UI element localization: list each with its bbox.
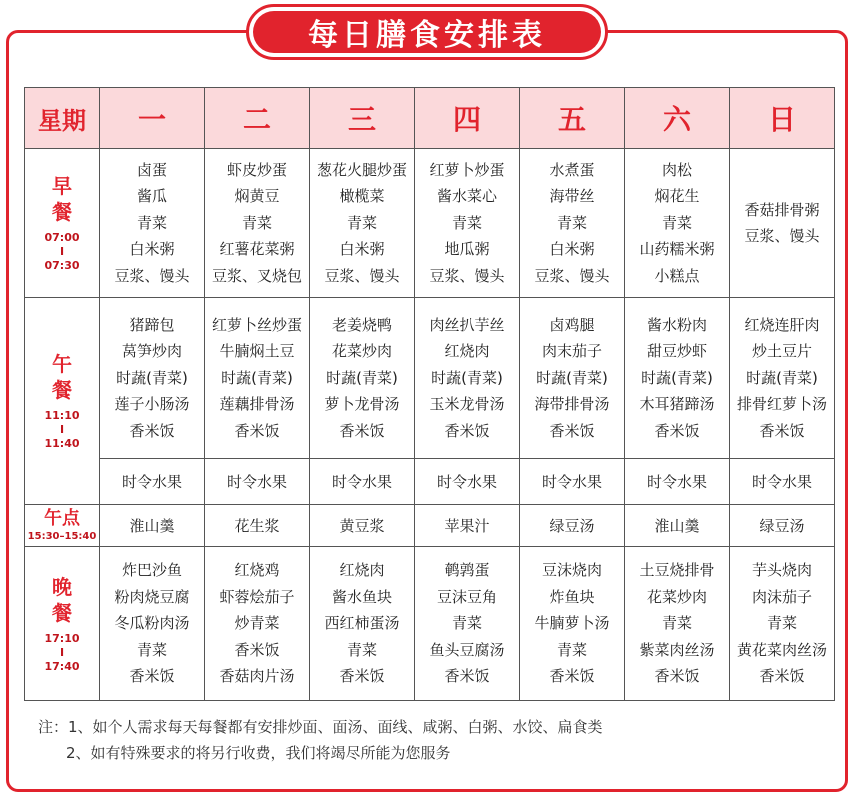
- weekday-header: 六: [625, 88, 730, 149]
- dish-item: 莲藕排骨汤: [219, 395, 295, 414]
- dish-item: 香米饭: [234, 640, 280, 659]
- snack-cell: 淮山羹: [625, 505, 730, 547]
- snack-label-cell: [25, 505, 100, 547]
- meal-time-sep: I: [59, 423, 65, 436]
- dish-item: 肉松: [661, 160, 692, 179]
- weekday-header: 二: [205, 88, 310, 149]
- dish-item: 红萝卜丝炒蛋: [211, 315, 302, 334]
- dish-item: 土豆烧排骨: [639, 561, 715, 580]
- weekday-header: 一: [100, 88, 205, 149]
- dish-item: 红烧肉: [444, 342, 490, 361]
- dish-item: 牛腩萝卜汤: [534, 614, 610, 633]
- dish-item: 牛腩焖土豆: [219, 342, 295, 361]
- dish-item: 白米粥: [339, 240, 385, 259]
- dish-item: 炒土豆片: [751, 342, 812, 361]
- fruit-cell: 时令水果: [520, 459, 625, 505]
- footnotes: [38, 714, 603, 766]
- dish-item: 青菜: [346, 213, 377, 232]
- footnote-line-1: 注：1、如个人需求每天每餐都有安排炒面、面汤、面线、咸粥、白粥、水饺、扁食类: [38, 718, 603, 736]
- dish-item: 焖黄豆: [234, 187, 280, 206]
- lunch-cell: [730, 298, 835, 459]
- breakfast-cell: [730, 149, 835, 298]
- footnote-line-2: 2、如有特殊要求的将另行收费，我们将竭尽所能为您服务: [66, 744, 451, 762]
- dish-item: 青菜: [661, 213, 692, 232]
- dish-item: 酱水粉肉: [646, 315, 707, 334]
- dinner-cell: [730, 547, 835, 701]
- dish-item: 虾皮炒蛋: [226, 160, 287, 179]
- dish-item: 香米饭: [129, 421, 175, 440]
- dish-item: 花菜炒肉: [646, 587, 707, 606]
- breakfast-cell: [625, 149, 730, 298]
- lunch-cell: [100, 298, 205, 459]
- dish-item: 焖花生: [654, 187, 700, 206]
- meal-time-end: 17:40: [44, 659, 80, 673]
- lunch-row: [25, 298, 835, 459]
- dish-item: 时蔬(青菜): [746, 368, 818, 387]
- dish-item: 酱瓜: [136, 187, 167, 206]
- page-title: 每日膳食安排表: [253, 11, 601, 53]
- meal-time-end: 07:30: [44, 259, 80, 272]
- dish-item: 香米饭: [339, 667, 385, 686]
- snack-cell: 淮山羹: [100, 505, 205, 547]
- dish-item: 地瓜粥: [444, 240, 490, 259]
- dish-item: 香米饭: [759, 421, 805, 440]
- dish-item: 青菜: [346, 640, 377, 659]
- dish-item: 豆浆、叉烧包: [211, 266, 302, 285]
- dish-item: 虾蓉烩茄子: [219, 587, 295, 606]
- dish-item: 香米饭: [549, 421, 595, 440]
- dish-item: 香米饭: [444, 421, 490, 440]
- dish-item: 木耳猪蹄汤: [639, 395, 715, 414]
- dinner-label-cell: [25, 547, 100, 701]
- dish-item: 红萝卜炒蛋: [429, 160, 505, 179]
- dinner-cell: [520, 547, 625, 701]
- dish-item: 青菜: [136, 640, 167, 659]
- breakfast-cell: [100, 149, 205, 298]
- dish-item: 酱水鱼块: [331, 587, 392, 606]
- weekday-header: 日: [730, 88, 835, 149]
- breakfast-cell: [310, 149, 415, 298]
- dish-item: 青菜: [136, 213, 167, 232]
- meal-time-start: 11:10: [44, 409, 80, 422]
- breakfast-row: [25, 149, 835, 298]
- dish-item: 豆沫豆角: [436, 587, 497, 606]
- dish-item: 香米饭: [549, 667, 595, 686]
- dish-item: 豆浆、馒头: [744, 227, 820, 245]
- dish-item: 红薯花菜粥: [219, 240, 295, 259]
- dish-item: 冬瓜粉肉汤: [114, 614, 190, 633]
- lunch-cell: [205, 298, 310, 459]
- dish-item: 红烧肉: [339, 561, 385, 580]
- dish-item: 时蔬(青菜): [536, 368, 608, 387]
- dish-item: 青菜: [766, 614, 797, 633]
- lunch-cell: [520, 298, 625, 459]
- breakfast-label-cell: [25, 149, 100, 298]
- dish-item: 猪蹄包: [129, 315, 175, 334]
- dish-item: 酱水菜心: [436, 187, 497, 206]
- lunch-label-cell: [25, 298, 100, 505]
- snack-row: [25, 505, 835, 547]
- dish-item: 香米饭: [234, 421, 280, 440]
- dish-item: 炸巴沙鱼: [121, 561, 182, 580]
- meal-schedule-table: [24, 87, 835, 701]
- dish-item: 紫菜肉丝汤: [639, 640, 715, 659]
- dinner-row: [25, 547, 835, 701]
- dish-item: 西红柿蛋汤: [324, 614, 400, 633]
- dish-item: 时蔬(青菜): [221, 368, 293, 387]
- dish-item: 肉丝扒芋丝: [429, 315, 505, 334]
- dish-item: 青菜: [241, 213, 272, 232]
- dish-item: 红烧鸡: [234, 561, 280, 580]
- meal-time-start: 17:10: [44, 631, 80, 645]
- dish-item: 时蔬(青菜): [431, 368, 503, 387]
- dish-item: 甜豆炒虾: [646, 342, 707, 361]
- snack-cell: 绿豆汤: [730, 505, 835, 547]
- dish-item: 香菇排骨粥: [744, 200, 820, 219]
- dish-item: 青菜: [556, 640, 587, 659]
- dish-item: 玉米龙骨汤: [429, 395, 505, 414]
- lunch-cell: [625, 298, 730, 459]
- dish-item: 豆浆、馒头: [534, 266, 610, 285]
- dinner-cell: [415, 547, 520, 701]
- header-row: [25, 88, 835, 149]
- dinner-cell: [625, 547, 730, 701]
- dish-item: 花菜炒肉: [331, 342, 392, 361]
- dinner-cell: [310, 547, 415, 701]
- snack-cell: 黄豆浆: [310, 505, 415, 547]
- fruit-cell: 时令水果: [730, 459, 835, 505]
- dish-item: 鱼头豆腐汤: [429, 640, 505, 659]
- dinner-cell: [100, 547, 205, 701]
- dish-item: 炒青菜: [234, 614, 280, 633]
- dish-item: 水煮蛋: [549, 160, 595, 179]
- dish-item: 红烧连肝肉: [744, 315, 820, 334]
- lunch-cell: [310, 298, 415, 459]
- dish-item: 青菜: [451, 614, 482, 633]
- dish-item: 青菜: [661, 614, 692, 633]
- snack-cell: 绿豆汤: [520, 505, 625, 547]
- dish-item: 青菜: [451, 213, 482, 232]
- dish-item: 炸鱼块: [549, 587, 595, 606]
- weekday-header: 五: [520, 88, 625, 149]
- dish-item: 白米粥: [129, 240, 175, 259]
- dish-item: 排骨红萝卜汤: [736, 395, 827, 414]
- dish-item: 香米饭: [759, 667, 805, 686]
- dish-item: 小糕点: [654, 266, 700, 285]
- breakfast-cell: [205, 149, 310, 298]
- title-badge: [246, 4, 608, 60]
- fruit-cell: 时令水果: [100, 459, 205, 505]
- dish-item: 香菇肉片汤: [219, 667, 295, 686]
- fruit-cell: 时令水果: [415, 459, 520, 505]
- fruit-cell: 时令水果: [625, 459, 730, 505]
- meal-name: 早餐: [52, 174, 72, 224]
- dish-item: 莲子小肠汤: [114, 395, 190, 414]
- meal-time-end: 11:40: [44, 437, 80, 450]
- meal-time: 15:30–15:40: [27, 530, 97, 542]
- dish-item: 豆浆、馒头: [114, 266, 190, 285]
- dish-item: 香米饭: [129, 667, 175, 686]
- dish-item: 白米粥: [549, 240, 595, 259]
- dish-item: 时蔬(青菜): [326, 368, 398, 387]
- meal-name: 晚餐: [52, 574, 72, 625]
- weekday-header: 三: [310, 88, 415, 149]
- dish-item: 豆浆、馒头: [324, 266, 400, 285]
- snack-cell: 花生浆: [205, 505, 310, 547]
- dish-item: 海带丝: [549, 187, 595, 206]
- dish-item: 豆浆、馒头: [429, 266, 505, 285]
- dish-item: 海带排骨汤: [534, 395, 610, 414]
- dish-item: 萝卜龙骨汤: [324, 395, 400, 414]
- dish-item: 青菜: [556, 213, 587, 232]
- snack-cell: 苹果汁: [415, 505, 520, 547]
- fruit-row: [25, 459, 835, 505]
- dish-item: 肉沫茄子: [751, 587, 812, 606]
- dish-item: 卤蛋: [136, 160, 167, 179]
- dish-item: 葱花火腿炒蛋: [316, 160, 407, 179]
- dish-item: 香米饭: [444, 667, 490, 686]
- dinner-cell: [205, 547, 310, 701]
- breakfast-cell: [415, 149, 520, 298]
- dish-item: 时蔬(青菜): [116, 368, 188, 387]
- dish-item: 香米饭: [339, 421, 385, 440]
- dish-item: 豆沫烧肉: [541, 561, 602, 580]
- fruit-cell: 时令水果: [310, 459, 415, 505]
- lunch-cell: [415, 298, 520, 459]
- dish-item: 山药糯米粥: [639, 240, 715, 259]
- dish-item: 卤鸡腿: [549, 315, 595, 334]
- dish-item: 肉末茄子: [541, 342, 602, 361]
- dish-item: 老姜烧鸭: [331, 315, 392, 334]
- weekday-header-label: 星期: [25, 88, 100, 149]
- dish-item: 粉肉烧豆腐: [114, 587, 190, 606]
- dish-item: 芋头烧肉: [751, 561, 812, 580]
- weekday-header: 四: [415, 88, 520, 149]
- dish-item: 莴笋炒肉: [121, 342, 182, 361]
- meal-time-start: 07:00: [44, 231, 80, 244]
- meal-time-sep: I: [59, 645, 65, 659]
- fruit-cell: 时令水果: [205, 459, 310, 505]
- meal-time-sep: I: [59, 245, 65, 258]
- breakfast-cell: [520, 149, 625, 298]
- dish-item: 橄榄菜: [339, 187, 385, 206]
- dish-item: 香米饭: [654, 421, 700, 440]
- dish-item: 黄花菜肉丝汤: [736, 640, 827, 659]
- meal-name: 午点: [44, 507, 80, 529]
- meal-name: 午餐: [52, 352, 72, 402]
- dish-item: 香米饭: [654, 667, 700, 686]
- dish-item: 鹌鹑蛋: [444, 561, 490, 580]
- dish-item: 时蔬(青菜): [641, 368, 713, 387]
